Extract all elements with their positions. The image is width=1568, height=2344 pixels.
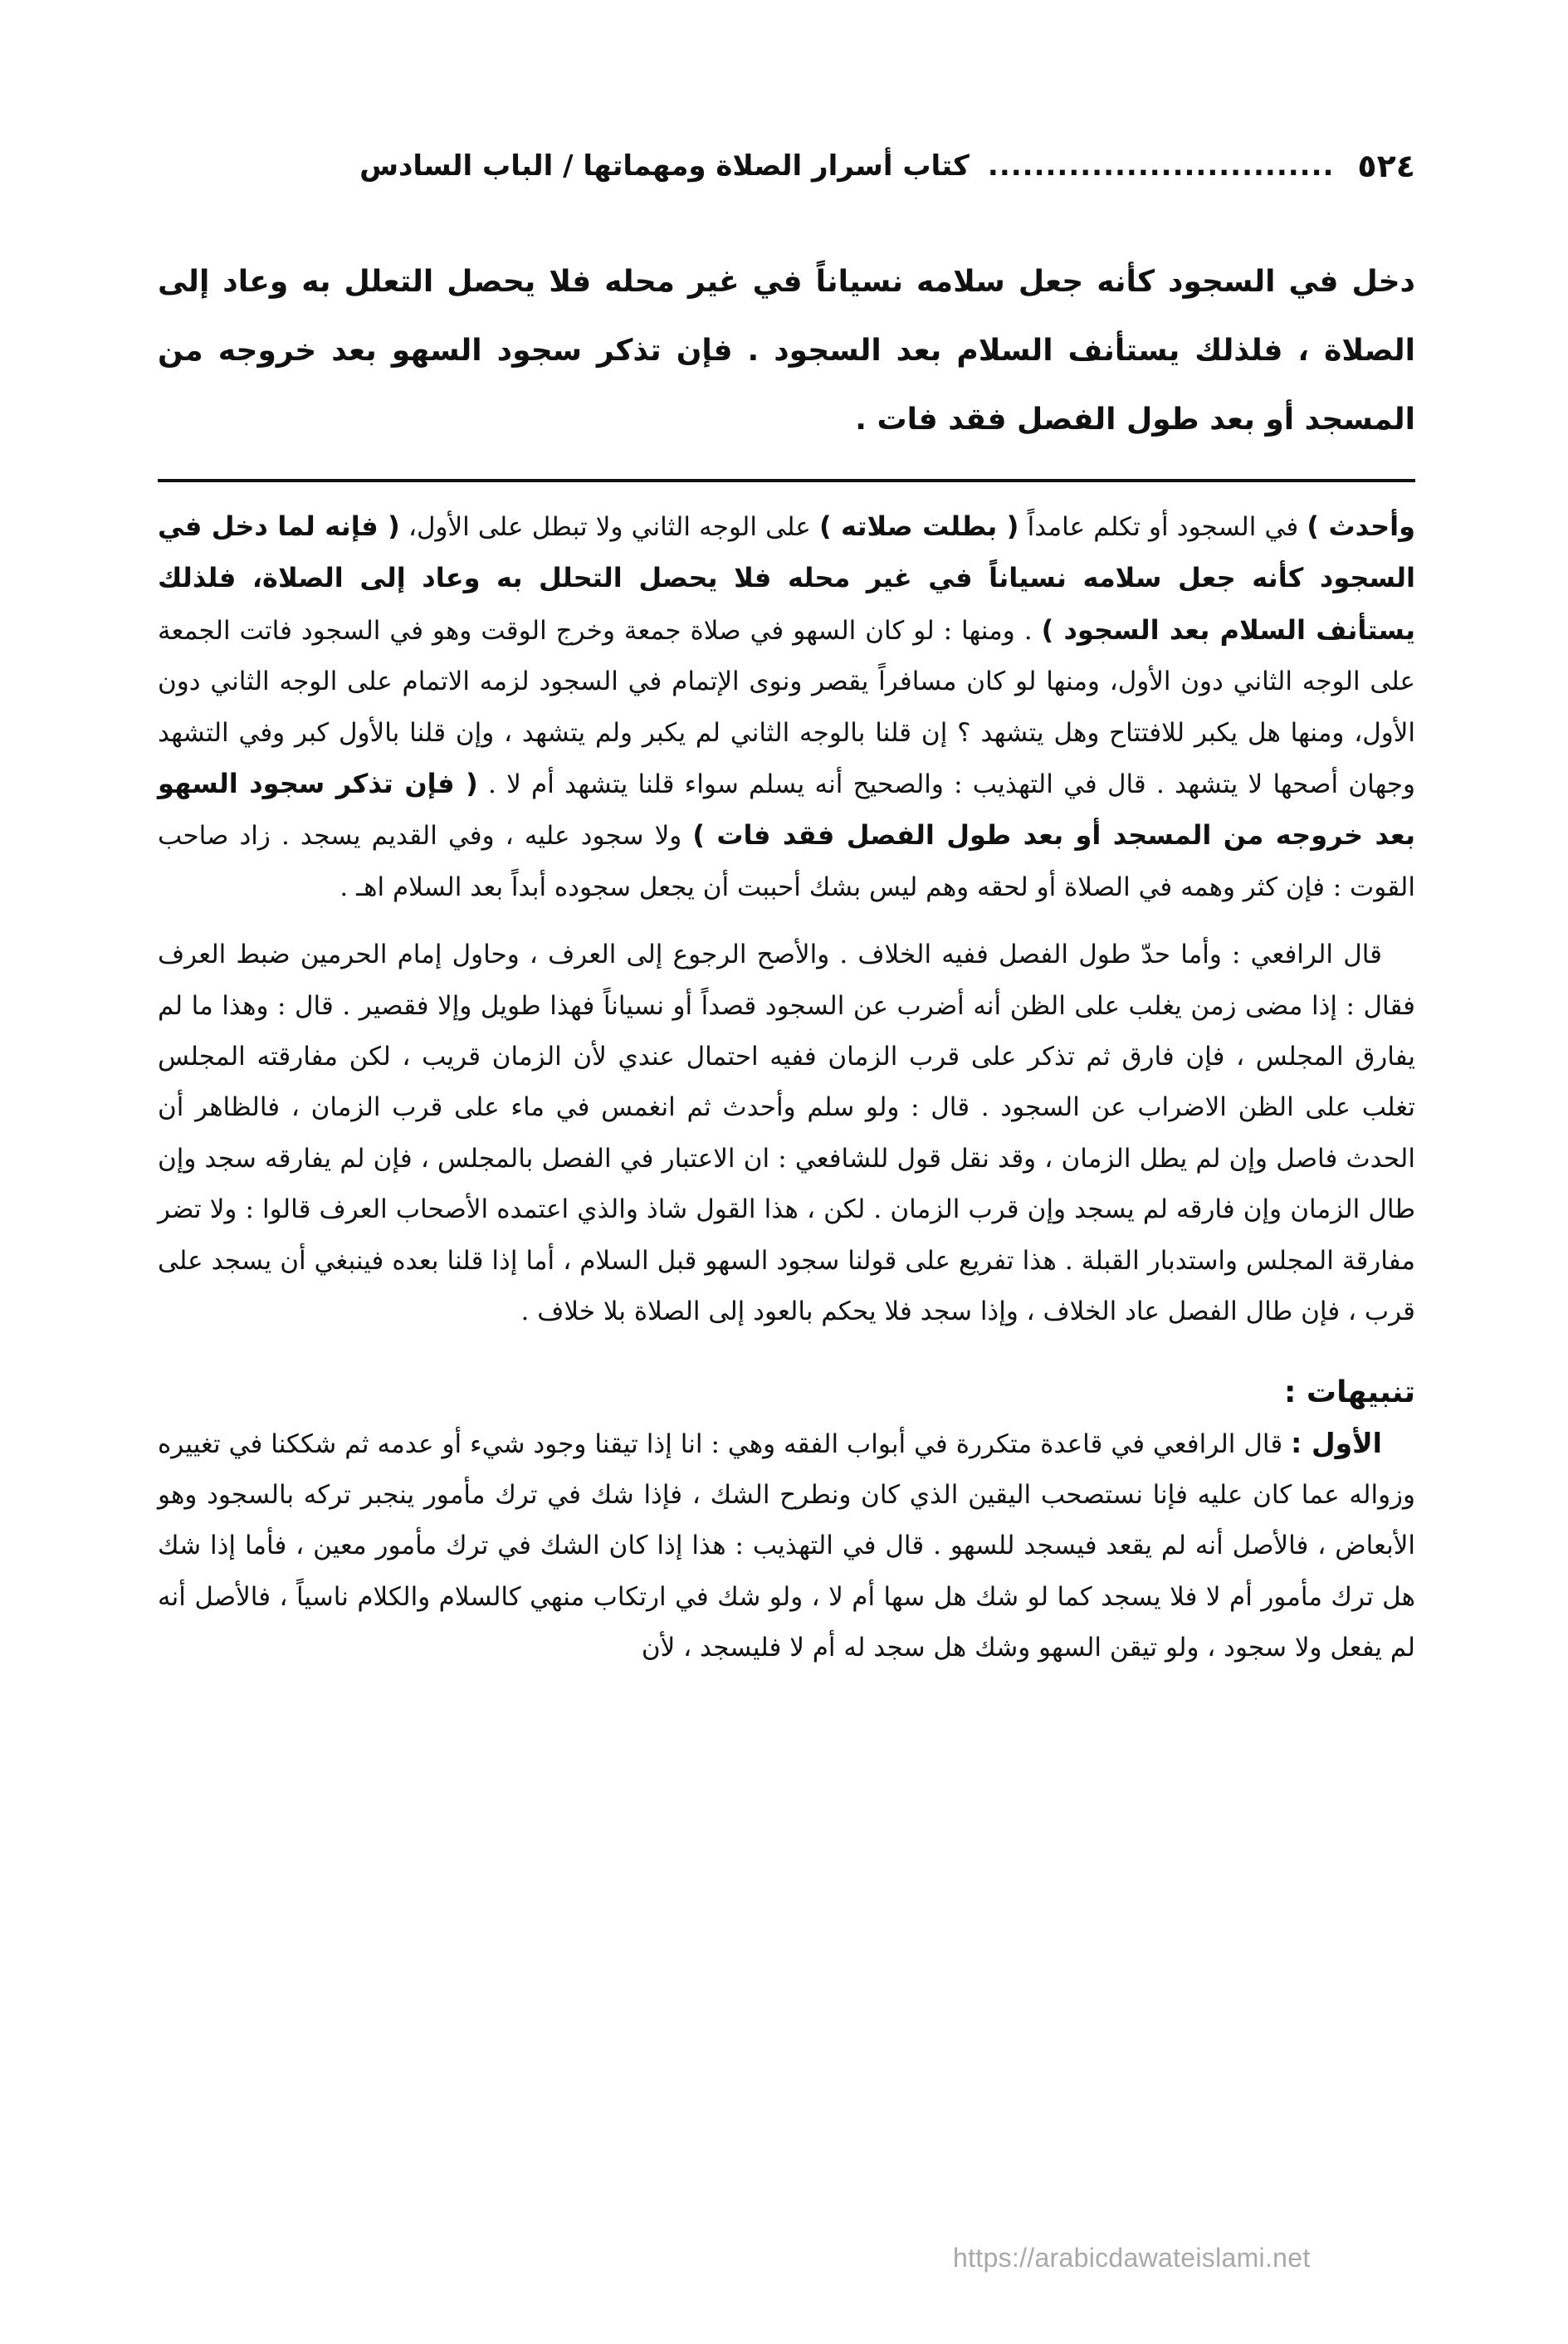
quoted-text: وأحدث )	[1307, 510, 1416, 542]
commentary-paragraph-1	[158, 501, 1415, 913]
header-title: كتاب أسرار الصلاة ومهماتها / الباب السادس	[359, 149, 970, 183]
commentary-paragraph-3	[158, 1418, 1415, 1674]
header-leader-dots: ..............................	[987, 149, 1335, 183]
quoted-text: ( فإنه لما دخل في السجود كأنه جعل سلامه نسياناً في غير محله فلا يحصل التحلل به وعاد إلى الصلاة، فلذلك يستأنف السلام بعد السجود )	[158, 510, 1416, 646]
main-text	[158, 247, 1415, 454]
commentary	[158, 501, 1415, 1674]
page-number: ٥٢٤	[1357, 148, 1415, 184]
quoted-text: ( فإن تذكر سجود السهو بعد خروجه من المسجد أو بعد طول الفصل فقد فات )	[158, 768, 1416, 852]
running-header	[158, 137, 1415, 195]
quoted-text: ( بطلت صلاته )	[818, 510, 1019, 542]
paragraph-lead-word: الأول :	[1291, 1426, 1382, 1459]
main-text-paragraph: دخل في السجود كأنه جعل سلامه نسياناً في غير محله فلا يحصل التعلل به وعاد إلى الصلاة ، فلذلك يستأنف السلام بعد السجود . فإن تذكر سجود السهو بعد خروجه من المسجد أو بعد طول الفصل فقد فات .	[158, 265, 1415, 437]
watermark-url: https://arabicdawateislami.net	[953, 2243, 1311, 2273]
footnote-separator-rule	[158, 479, 1415, 482]
section-heading: تنبيهات :	[1284, 1375, 1415, 1409]
commentary-text: ولا سجود عليه ، وفي القديم يسجد . زاد صاحب القوت : فإن كثر وهمه في الصلاة أو لحقه وهم ليس بشك أحببت أن يجعل سجوده أبداً بعد السلام اهـ .	[158, 821, 1415, 902]
commentary-text: قال الرافعي في قاعدة متكررة في أبواب الفقه وهي : انا إذا تيقنا وجود شيء أو عدمه ثم شككنا في تغييره وزواله عما كان عليه فإنا نستصحب اليقين الذي كان ونطرح الشك ، فإذا شك في ترك مأمور ينجبر تركه بالسجود وهو الأبعاض ، فالأصل أنه لم يقعد فيسجد للسهو . قال في التهذيب : هذا إذا كان الشك في ترك مأمور معين ، فأما إذا شك هل ترك مأمور أم لا فلا يسجد كما لو شك هل سها أم لا ، ولو شك في ارتكاب منهي كالسلام والكلام ناسياً ، فالأصل أنه لم يفعل ولا سجود ، ولو تيقن السهو وشك هل سجد له أم لا فليسجد ، لأن	[158, 1428, 1415, 1663]
commentary-text: في السجود أو تكلم عامداً	[1018, 512, 1307, 542]
commentary-paragraph-2: قال الرافعي : وأما حدّ طول الفصل ففيه الخلاف . والأصح الرجوع إلى العرف ، وحاول إمام الحرمين ضبط العرف فقال : إذا مضى زمن يغلب على الظن أنه أضرب عن السجود قصداً أو نسياناً فهذا طويل وإلا فقصير . قال : وهذا ما لم يفارق المجلس ، فإن فارق ثم تذكر على قرب الزمان ففيه احتمال عندي لأن الزمان قريب ، لكن مفارقته المجلس تغلب على الظن الاضراب عن السجود . قال : ولو سلم وأحدث ثم انغمس في ماء على قرب الزمان ، فالظاهر أن الحدث فاصل وإن لم يطل الزمان ، وقد نقل قول للشافعي : ان الاعتبار في الفصل بالمجلس ، فإن لم يفارقه سجد وإن طال الزمان وإن فارقه لم يسجد وإن قرب الزمان . لكن ، هذا القول شاذ والذي اعتمده الأصحاب العرف قالوا : ولا تضر مفارقة المجلس واستدبار القبلة . هذا تفريع على قولنا سجود السهو قبل السلام ، أما إذا قلنا بعده فينبغي أن يسجد على قرب ، فإن طال الفصل عاد الخلاف ، وإذا سجد فلا يحكم بالعود إلى الصلاة بلا خلاف .	[158, 940, 1415, 1327]
commentary-text: . ومنها : لو كان السهو في صلاة جمعة وخرج الوقت وهو في السجود فاتت الجمعة على الوجه الثاني دون الأول، ومنها لو كان مسافراً يقصر ونوى الإتمام في السجود لزمه الاتمام على الوجه الثاني دون الأول، ومنها هل يكبر للافتتاح وهل يتشهد ؟ إن قلنا بالوجه الثاني لم يكبر ولم يتشهد ، وإن قلنا بالأول كبر وفي التشهد وجهان أصحها لا يتشهد . قال في التهذيب : والصحيح أنه يسلم سواء قلنا يتشهد أم لا .	[158, 615, 1415, 800]
commentary-text: على الوجه الثاني ولا تبطل على الأول،	[399, 512, 819, 542]
